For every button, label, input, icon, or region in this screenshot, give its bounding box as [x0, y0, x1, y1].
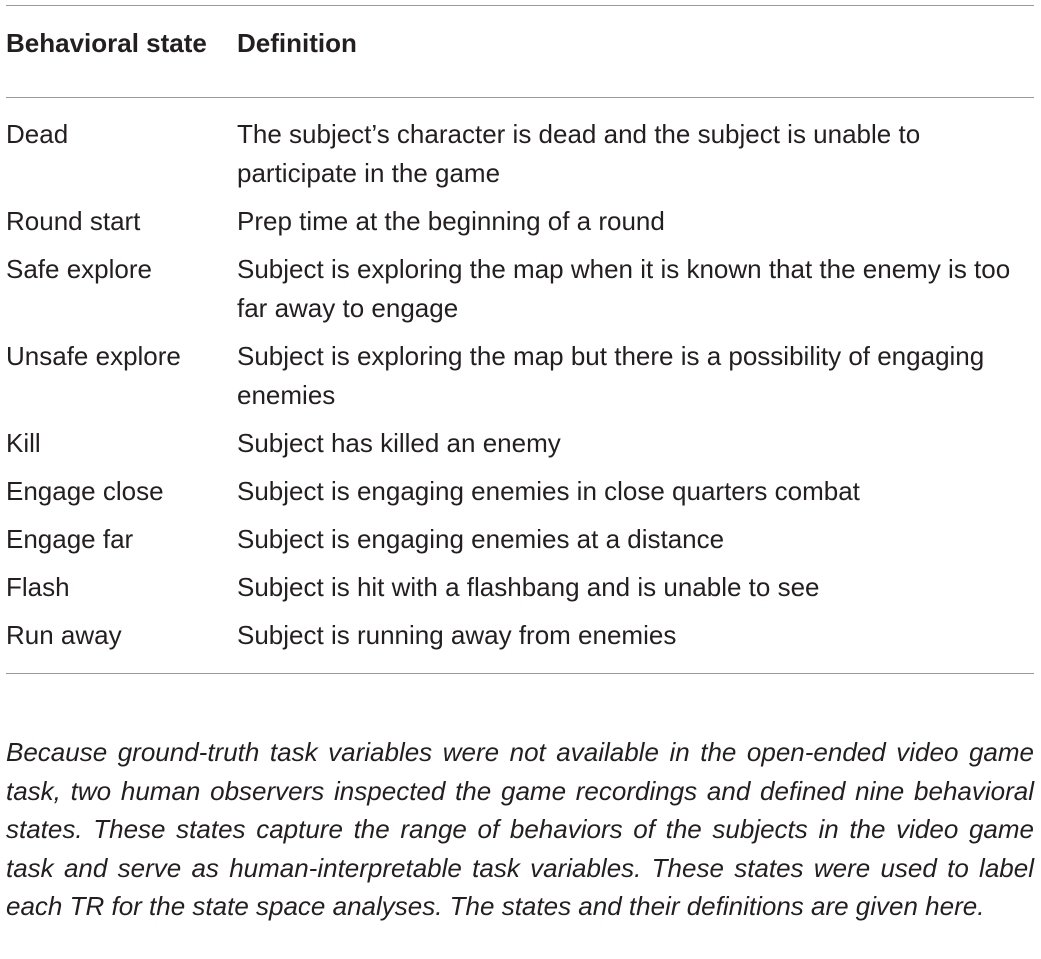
definition-cell: Subject is engaging enemies in close quarters combat [237, 476, 860, 506]
definition-cell: Subject is hit with a flashbang and is unable to see [237, 572, 820, 602]
definition-cell: The subject’s character is dead and the subject is unable to participate in the game [237, 119, 921, 188]
state-cell: Dead [6, 119, 69, 149]
table-body [6, 98, 1034, 673]
definition-cell: Prep time at the beginning of a round [237, 206, 665, 236]
state-cell: Flash [6, 572, 70, 602]
state-cell: Unsafe explore [6, 341, 181, 371]
definition-cell: Subject is engaging enemies at a distance [237, 524, 725, 554]
state-cell: Engage far [6, 524, 134, 554]
table-row [6, 202, 1034, 241]
state-cell: Safe explore [6, 254, 152, 284]
state-cell: Engage close [6, 476, 164, 506]
table-bottom-rule [6, 673, 1034, 674]
table-row [6, 115, 1034, 193]
definition-cell: Subject is running away from enemies [237, 620, 677, 650]
table-row [6, 568, 1034, 607]
table-row [6, 520, 1034, 559]
definition-cell: Subject has killed an enemy [237, 428, 561, 458]
table-row [6, 250, 1034, 328]
definition-cell: Subject is exploring the map when it is known that the enemy is too far away to engage [237, 254, 1011, 323]
header-definition: Definition [237, 28, 357, 58]
table-header-row [6, 6, 1034, 97]
definition-cell: Subject is exploring the map but there is a possibility of engaging enemies [237, 341, 985, 410]
state-cell: Run away [6, 620, 122, 650]
header-behavioral-state: Behavioral state [6, 28, 207, 58]
table-row [6, 424, 1034, 463]
table-caption: Because ground-truth task variables were not available in the open-ended video game task, two human observers inspected the game recordings and defined nine behavioral states. These states capture the range of behaviors of the subjects in the video game task and serve as human-interpretable task variables. These states were used to label each TR for the state space analyses. The states and their definitions are given here. [6, 737, 1034, 921]
table-row [6, 337, 1034, 415]
state-cell: Round start [6, 206, 141, 236]
behavioral-states-table [6, 0, 1034, 674]
table-row [6, 616, 1034, 655]
state-cell: Kill [6, 428, 41, 458]
table-row [6, 472, 1034, 511]
